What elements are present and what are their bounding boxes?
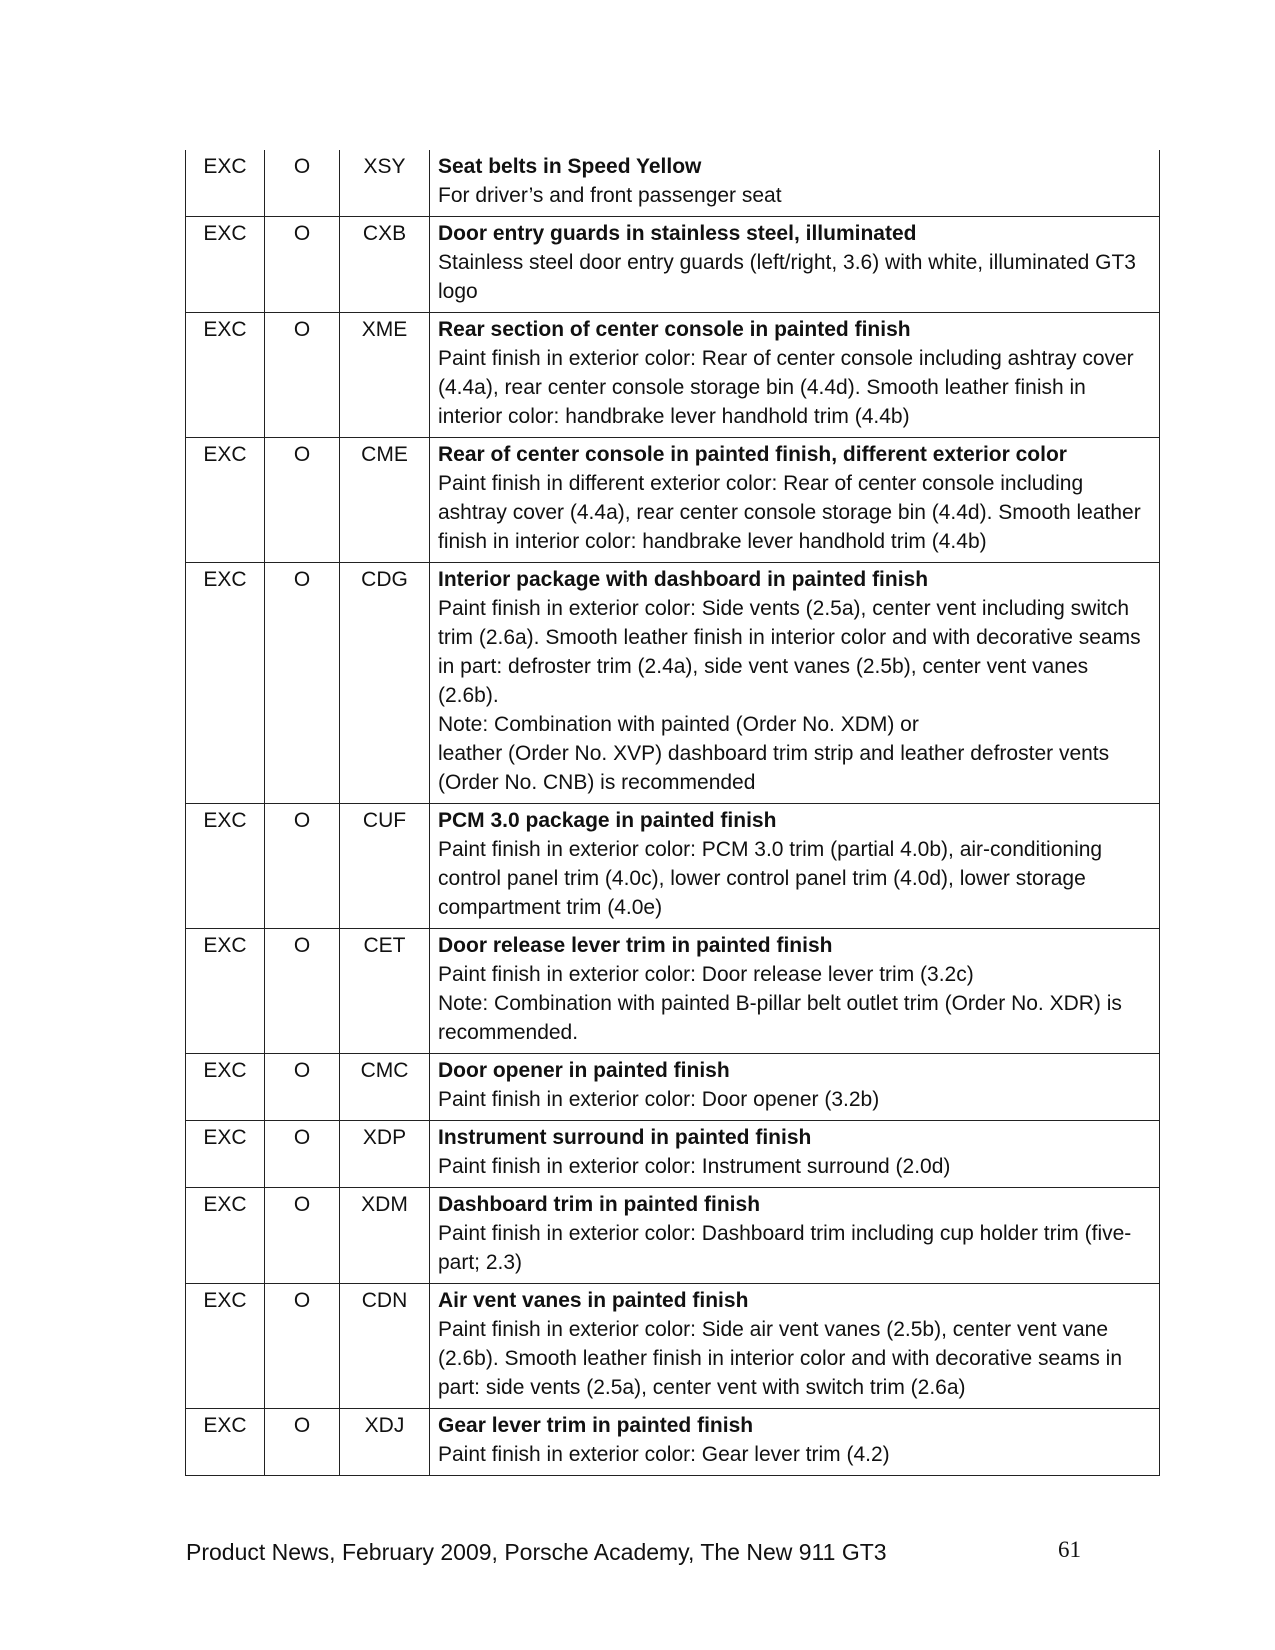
table-row [186,217,1160,313]
item-description: Stainless steel door entry guards (left/right, 3.6) with white, illuminated GT3 logo [438,251,1136,303]
description-cell [430,1409,1160,1476]
option-table-body [186,150,1160,1476]
availability-cell [265,1054,340,1121]
table-row [186,1409,1160,1476]
description-cell [430,929,1160,1054]
availability-cell [265,1121,340,1188]
description-cell [430,804,1160,929]
item-description: Paint finish in exterior color: Side air vent vanes (2.5b), center vent vane (2.6b). Smooth leather finish in interior color and with decorative seams in part: side vents (2.5a), center vent with switch trim (2.6a) [438,1318,1122,1399]
item-description: Paint finish in different exterior color: Rear of center console including ashtray cover (4.4a), rear center console storage bin (4.4d). Smooth leather finish in interior color: handbrake lever handhold trim (4.4b) [438,472,1141,553]
item-title: Seat belts in Speed Yellow [438,155,702,178]
item-title: Air vent vanes in painted finish [438,1289,749,1312]
availability-label: O [293,1193,311,1216]
type-cell [186,804,265,929]
order-code: CDN [361,1289,408,1312]
description-cell [430,438,1160,563]
type-label: EXC [203,934,247,957]
type-label: EXC [203,443,247,466]
order-code: XME [361,318,408,341]
code-cell [340,1409,430,1476]
type-label: EXC [203,809,247,832]
availability-label: O [293,1059,311,1082]
table-row [186,563,1160,804]
type-cell [186,929,265,1054]
page-number: 61 [1058,1537,1081,1562]
code-cell [340,804,430,929]
type-label: EXC [203,568,247,591]
item-title: Door release lever trim in painted finish [438,934,833,957]
availability-label: O [293,155,311,178]
item-title: Door entry guards in stainless steel, illuminated [438,222,917,245]
order-code: XSY [363,155,406,178]
availability-label: O [293,443,311,466]
type-cell [186,150,265,217]
item-description: Paint finish in exterior color: Gear lever trim (4.2) [438,1443,890,1466]
availability-label: O [293,318,311,341]
table-row [186,313,1160,438]
table-row [186,1054,1160,1121]
availability-cell [265,217,340,313]
item-title: Interior package with dashboard in painted finish [438,568,929,591]
type-cell [186,438,265,563]
availability-label: O [293,809,311,832]
item-description: Paint finish in exterior color: Door release lever trim (3.2c) Note: Combination with painted B-pillar belt outlet trim (Order No. XDR) is recommended. [438,963,1122,1044]
order-code: CDG [361,568,408,591]
description-cell [430,1054,1160,1121]
description-cell [430,217,1160,313]
availability-cell [265,804,340,929]
item-title: Instrument surround in painted finish [438,1126,812,1149]
option-table [185,150,1160,1476]
code-cell [340,438,430,563]
footer-text: Product News, February 2009, Porsche Academy, The New 911 GT3 [186,1539,887,1565]
order-code: XDP [362,1126,407,1149]
description-cell [430,1121,1160,1188]
description-cell [430,313,1160,438]
table-row [186,438,1160,563]
type-label: EXC [203,222,247,245]
availability-cell [265,563,340,804]
type-label: EXC [203,1414,247,1437]
order-code: XDM [361,1193,408,1216]
code-cell [340,563,430,804]
table-row [186,150,1160,217]
item-title: Gear lever trim in painted finish [438,1414,754,1437]
code-cell [340,929,430,1054]
order-code: CET [363,934,406,957]
item-title: Dashboard trim in painted finish [438,1193,761,1216]
order-code: XDJ [364,1414,405,1437]
type-cell [186,1409,265,1476]
description-cell [430,1284,1160,1409]
type-cell [186,1054,265,1121]
type-cell [186,1284,265,1409]
code-cell [340,1284,430,1409]
item-description: For driver’s and front passenger seat [438,184,782,207]
item-title: Rear section of center console in painted finish [438,318,911,341]
availability-cell [265,313,340,438]
description-cell [430,150,1160,217]
item-description: Paint finish in exterior color: Door opener (3.2b) [438,1088,880,1111]
order-code: CME [361,443,408,466]
type-cell [186,1188,265,1284]
order-code: CMC [360,1059,409,1082]
item-title: Door opener in painted finish [438,1059,730,1082]
availability-label: O [293,1126,311,1149]
item-title: PCM 3.0 package in painted finish [438,809,777,832]
type-label: EXC [203,155,247,178]
availability-cell [265,1284,340,1409]
code-cell [340,150,430,217]
type-label: EXC [203,1289,247,1312]
type-cell [186,313,265,438]
item-description: Paint finish in exterior color: Dashboard trim including cup holder trim (five-part; 2.3) [438,1222,1132,1274]
order-code: CXB [362,222,407,245]
availability-cell [265,150,340,217]
table-row [186,1121,1160,1188]
item-description: Paint finish in exterior color: Rear of center console including ashtray cover (4.4a), rear center console storage bin (4.4d). Smooth leather finish in interior color: handbrake lever handhold trim (4.4b) [438,347,1134,428]
availability-label: O [293,1289,311,1312]
type-label: EXC [203,1126,247,1149]
item-title: Rear of center console in painted finish, different exterior color [438,443,1067,466]
item-description: Paint finish in exterior color: PCM 3.0 trim (partial 4.0b), air-conditioning control panel trim (4.0c), lower control panel trim (4.0d), lower storage compartment trim (4.0e) [438,838,1103,919]
description-cell [430,563,1160,804]
table-row [186,1284,1160,1409]
order-code: CUF [362,809,407,832]
description-cell [430,1188,1160,1284]
type-cell [186,563,265,804]
availability-label: O [293,568,311,591]
availability-cell [265,438,340,563]
type-label: EXC [203,1059,247,1082]
availability-cell [265,929,340,1054]
availability-label: O [293,1414,311,1437]
table-row [186,1188,1160,1284]
table-row [186,804,1160,929]
availability-label: O [293,934,311,957]
code-cell [340,217,430,313]
table-row [186,929,1160,1054]
type-label: EXC [203,318,247,341]
code-cell [340,1121,430,1188]
code-cell [340,1054,430,1121]
code-cell [340,1188,430,1284]
availability-label: O [293,222,311,245]
item-description: Paint finish in exterior color: Side vents (2.5a), center vent including switch trim (2.6a). Smooth leather finish in interior color and with decorative seams in part: defroster trim (2.4a), side vent vanes (2.5b), center vent vanes (2.6b). Note: Combination with painted (Order No. XDM) or leather (Order No. XVP) dashboard trim strip and leather defroster vents (Order No. CNB) is recommended [438,597,1141,794]
type-cell [186,1121,265,1188]
type-cell [186,217,265,313]
code-cell [340,313,430,438]
type-label: EXC [203,1193,247,1216]
availability-cell [265,1188,340,1284]
availability-cell [265,1409,340,1476]
item-description: Paint finish in exterior color: Instrument surround (2.0d) [438,1155,951,1178]
